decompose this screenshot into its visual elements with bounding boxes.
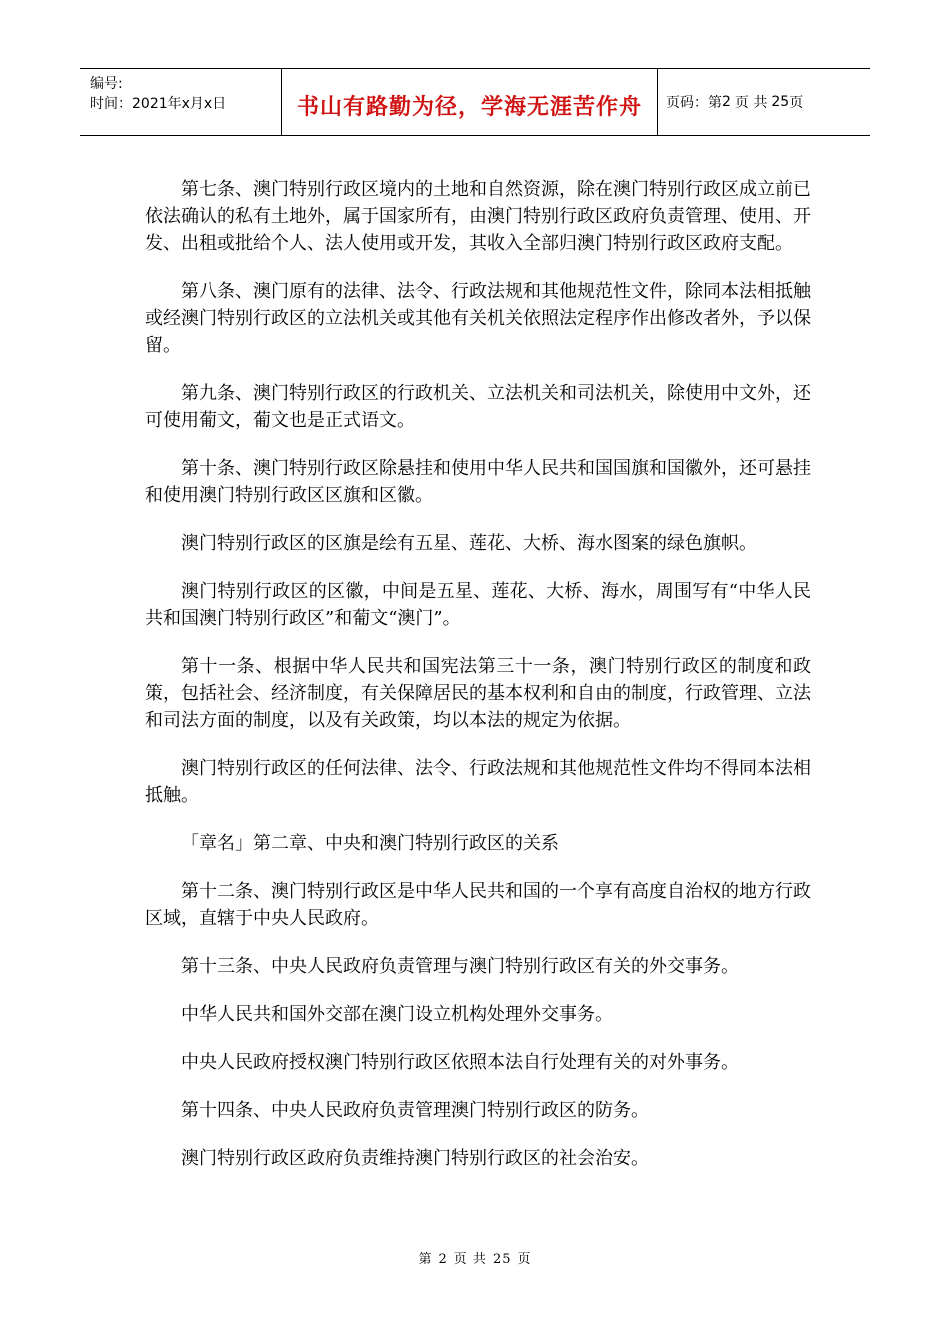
document-time-label: 时间：2021年x月x日 [90, 96, 227, 112]
paragraph-no-conflict: 澳门特别行政区的任何法律、法令、行政法规和其他规范性文件均不得同本法相抵触。 [145, 758, 811, 806]
footer-prefix: 第 [418, 1252, 433, 1267]
header-page-prefix: 页码：第 [666, 95, 722, 111]
document-body [145, 176, 811, 1193]
document-number-label: 编号: [90, 76, 123, 92]
page-footer [0, 1248, 950, 1267]
paragraph-article-14: 第十四条、中央人民政府负责管理澳门特别行政区的防务。 [181, 1100, 649, 1121]
header-motto-cell [282, 69, 658, 135]
header-page-suffix: 页 [789, 95, 804, 111]
footer-total-pages: 25 [492, 1252, 512, 1267]
paragraph-regional-emblem: 澳门特别行政区的区徽，中间是五星、莲花、大桥、海水，周围写有“中华人民共和国澳门特别行政区”和葡文“澳门”。 [145, 581, 811, 629]
paragraph-article-8: 第八条、澳门原有的法律、法令、行政法规和其他规范性文件，除同本法相抵触或经澳门特别行政区的立法机关或其他有关机关依照法定程序作出修改者外，予以保留。 [145, 281, 811, 356]
paragraph-article-12: 第十二条、澳门特别行政区是中华人民共和国的一个享有高度自治权的地方行政区域，直辖于中央人民政府。 [145, 881, 811, 929]
footer-current-page: 2 [438, 1252, 448, 1267]
header-meta [80, 69, 282, 135]
paragraph-foreign-ministry: 中华人民共和国外交部在澳门设立机构处理外交事务。 [181, 1004, 613, 1025]
paragraph-article-9: 第九条、澳门特别行政区的行政机关、立法机关和司法机关，除使用中文外，还可使用葡文，葡文也是正式语文。 [145, 383, 811, 431]
paragraph-article-10: 第十条、澳门特别行政区除悬挂和使用中华人民共和国国旗和国徽外，还可悬挂和使用澳门特别行政区区旗和区徽。 [145, 458, 811, 506]
header-page-total: 25 [771, 94, 790, 110]
header-page-mid: 页 共 [734, 95, 768, 111]
paragraph-public-order: 澳门特别行政区政府负责维持澳门特别行政区的社会治安。 [181, 1148, 649, 1169]
page-header [80, 68, 870, 136]
header-page-current: 2 [722, 94, 731, 110]
paragraph-regional-flag: 澳门特别行政区的区旗是绘有五星、莲花、大桥、海水图案的绿色旗帜。 [181, 533, 757, 554]
chapter-heading: 「章名」第二章、中央和澳门特别行政区的关系 [181, 833, 559, 854]
header-page-info [658, 69, 870, 135]
paragraph-external-affairs: 中央人民政府授权澳门特别行政区依照本法自行处理有关的对外事务。 [181, 1052, 739, 1073]
header-motto: 书山有路勤为径，学海无涯苦作舟 [296, 94, 642, 120]
paragraph-article-11: 第十一条、根据中华人民共和国宪法第三十一条，澳门特别行政区的制度和政策，包括社会、经济制度，有关保障居民的基本权利和自由的制度，行政管理、立法和司法方面的制度，以及有关政策，均以本法的规定为依据。 [145, 656, 811, 731]
paragraph-article-7: 第七条、澳门特别行政区境内的土地和自然资源，除在澳门特别行政区成立前已依法确认的私有土地外，属于国家所有，由澳门特别行政区政府负责管理、使用、开发、出租或批给个人、法人使用或开发，其收入全部归澳门特别行政区政府支配。 [145, 179, 811, 254]
paragraph-article-13: 第十三条、中央人民政府负责管理与澳门特别行政区有关的外交事务。 [181, 956, 739, 977]
footer-suffix: 页 [517, 1252, 532, 1267]
footer-mid: 页 共 [453, 1252, 487, 1267]
